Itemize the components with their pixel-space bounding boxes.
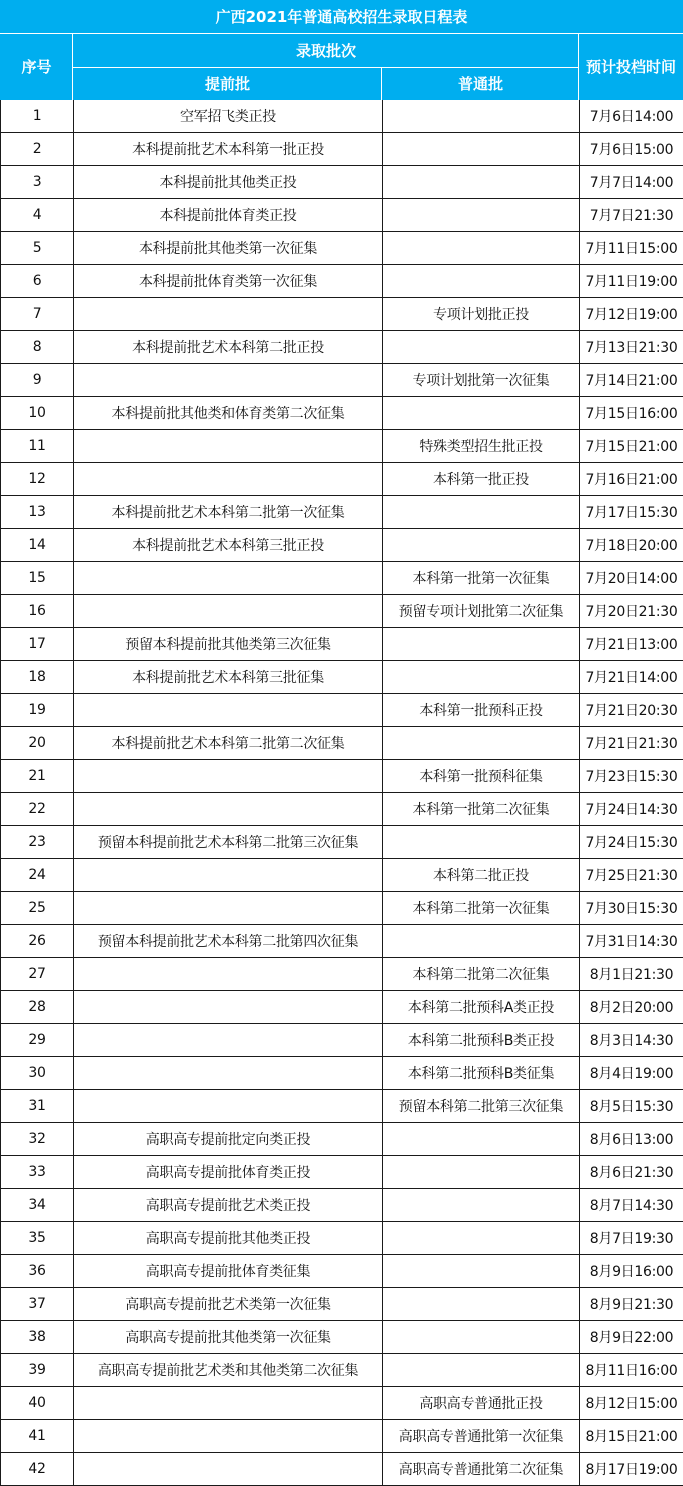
cell-early-batch (74, 562, 383, 595)
cell-time: 8月4日19:00 (580, 1057, 683, 1090)
cell-early-batch (74, 364, 383, 397)
cell-normal-batch (383, 1156, 580, 1189)
table-row (1, 925, 683, 958)
cell-seq: 20 (1, 727, 74, 760)
cell-early-batch: 高职高专提前批艺术类第一次征集 (74, 1288, 383, 1321)
table-row (1, 1057, 683, 1090)
header-batch-group: 录取批次 (295, 41, 356, 60)
cell-normal-batch: 本科第二批正投 (383, 859, 580, 892)
cell-time: 7月14日21:00 (580, 364, 683, 397)
cell-early-batch (74, 892, 383, 925)
cell-early-batch: 高职高专提前批定向类正投 (74, 1123, 383, 1156)
table-row (1, 1024, 683, 1057)
cell-normal-batch: 本科第一批正投 (383, 463, 580, 496)
cell-early-batch (74, 859, 383, 892)
table-row (1, 463, 683, 496)
table-row (1, 892, 683, 925)
cell-seq: 18 (1, 661, 74, 694)
cell-time: 7月11日19:00 (580, 265, 683, 298)
cell-normal-batch: 预留本科第二批第三次征集 (383, 1090, 580, 1123)
header-seq: 序号 (21, 58, 52, 76)
cell-time: 7月17日15:30 (580, 496, 683, 529)
table-row (1, 1090, 683, 1123)
cell-early-batch (74, 760, 383, 793)
cell-normal-batch (383, 1288, 580, 1321)
cell-early-batch: 本科提前批艺术本科第二批正投 (74, 331, 383, 364)
cell-time: 8月17日19:00 (580, 1453, 683, 1486)
cell-seq: 9 (1, 364, 74, 397)
table-row (1, 199, 683, 232)
schedule-table (0, 100, 683, 1486)
header-divider (578, 33, 579, 100)
cell-normal-batch: 特殊类型招生批正投 (383, 430, 580, 463)
cell-seq: 16 (1, 595, 74, 628)
cell-time: 7月15日21:00 (580, 430, 683, 463)
cell-seq: 28 (1, 991, 74, 1024)
cell-normal-batch: 本科第二批预科B类正投 (383, 1024, 580, 1057)
cell-early-batch (74, 958, 383, 991)
table-row (1, 430, 683, 463)
cell-early-batch (74, 1090, 383, 1123)
cell-time: 7月23日15:30 (580, 760, 683, 793)
cell-early-batch (74, 430, 383, 463)
cell-time: 7月13日21:30 (580, 331, 683, 364)
cell-seq: 21 (1, 760, 74, 793)
cell-seq: 5 (1, 232, 74, 265)
cell-normal-batch (383, 1354, 580, 1387)
cell-normal-batch (383, 1123, 580, 1156)
table-row (1, 661, 683, 694)
cell-time: 8月3日14:30 (580, 1024, 683, 1057)
cell-time: 7月21日20:30 (580, 694, 683, 727)
header-divider (0, 33, 683, 34)
cell-normal-batch (383, 331, 580, 364)
table-row (1, 793, 683, 826)
cell-seq: 7 (1, 298, 74, 331)
cell-seq: 11 (1, 430, 74, 463)
table-row (1, 1420, 683, 1453)
cell-normal-batch (383, 1321, 580, 1354)
cell-seq: 40 (1, 1387, 74, 1420)
cell-normal-batch (383, 628, 580, 661)
cell-time: 7月21日14:00 (580, 661, 683, 694)
cell-early-batch: 本科提前批艺术本科第二批第一次征集 (74, 496, 383, 529)
cell-seq: 34 (1, 1189, 74, 1222)
table-row (1, 529, 683, 562)
cell-seq: 31 (1, 1090, 74, 1123)
cell-normal-batch: 本科第一批第一次征集 (383, 562, 580, 595)
table-header (0, 0, 683, 100)
cell-seq: 15 (1, 562, 74, 595)
table-row (1, 232, 683, 265)
cell-time: 7月21日21:30 (580, 727, 683, 760)
cell-normal-batch (383, 199, 580, 232)
cell-early-batch: 高职高专提前批其他类第一次征集 (74, 1321, 383, 1354)
cell-seq: 25 (1, 892, 74, 925)
cell-seq: 38 (1, 1321, 74, 1354)
cell-normal-batch: 本科第二批预科B类征集 (383, 1057, 580, 1090)
cell-seq: 27 (1, 958, 74, 991)
cell-time: 8月15日21:00 (580, 1420, 683, 1453)
cell-time: 8月1日21:30 (580, 958, 683, 991)
cell-normal-batch: 高职高专普通批第一次征集 (383, 1420, 580, 1453)
cell-time: 8月6日13:00 (580, 1123, 683, 1156)
cell-normal-batch (383, 661, 580, 694)
cell-seq: 24 (1, 859, 74, 892)
cell-early-batch: 本科提前批艺术本科第三批正投 (74, 529, 383, 562)
table-row (1, 595, 683, 628)
table-row (1, 331, 683, 364)
cell-time: 7月11日15:00 (580, 232, 683, 265)
table-row (1, 1255, 683, 1288)
cell-normal-batch (383, 166, 580, 199)
table-row (1, 1453, 683, 1486)
table-row (1, 496, 683, 529)
schedule-rows (1, 100, 683, 1486)
cell-time: 7月20日21:30 (580, 595, 683, 628)
cell-time: 7月21日13:00 (580, 628, 683, 661)
cell-time: 8月7日19:30 (580, 1222, 683, 1255)
table-row (1, 166, 683, 199)
cell-time: 7月24日14:30 (580, 793, 683, 826)
cell-time: 7月7日14:00 (580, 166, 683, 199)
header-divider (381, 67, 382, 100)
cell-seq: 41 (1, 1420, 74, 1453)
header-time: 预计投档时间 (585, 58, 676, 76)
cell-time: 7月16日21:00 (580, 463, 683, 496)
cell-time: 8月9日21:30 (580, 1288, 683, 1321)
cell-seq: 1 (1, 100, 74, 133)
cell-normal-batch (383, 826, 580, 859)
header-divider (72, 33, 73, 100)
cell-early-batch: 本科提前批艺术本科第一批正投 (74, 133, 383, 166)
cell-early-batch: 本科提前批艺术本科第三批征集 (74, 661, 383, 694)
cell-normal-batch (383, 529, 580, 562)
table-row (1, 760, 683, 793)
table-row (1, 562, 683, 595)
cell-early-batch: 本科提前批体育类正投 (74, 199, 383, 232)
cell-early-batch (74, 1387, 383, 1420)
cell-seq: 17 (1, 628, 74, 661)
cell-seq: 12 (1, 463, 74, 496)
cell-early-batch (74, 1453, 383, 1486)
cell-normal-batch: 本科第二批预科A类正投 (383, 991, 580, 1024)
cell-time: 8月7日14:30 (580, 1189, 683, 1222)
cell-early-batch (74, 298, 383, 331)
cell-normal-batch: 高职高专普通批正投 (383, 1387, 580, 1420)
cell-seq: 39 (1, 1354, 74, 1387)
cell-seq: 26 (1, 925, 74, 958)
cell-seq: 22 (1, 793, 74, 826)
header-early-batch: 提前批 (204, 75, 250, 93)
cell-time: 8月6日21:30 (580, 1156, 683, 1189)
cell-seq: 8 (1, 331, 74, 364)
cell-early-batch (74, 595, 383, 628)
table-row (1, 991, 683, 1024)
table-row (1, 397, 683, 430)
cell-seq: 19 (1, 694, 74, 727)
cell-normal-batch: 专项计划批第一次征集 (383, 364, 580, 397)
table-row (1, 958, 683, 991)
table-row (1, 628, 683, 661)
table-row (1, 100, 683, 133)
cell-normal-batch (383, 133, 580, 166)
cell-normal-batch: 本科第一批预科正投 (383, 694, 580, 727)
cell-time: 8月5日15:30 (580, 1090, 683, 1123)
cell-early-batch (74, 793, 383, 826)
cell-normal-batch: 本科第二批第一次征集 (383, 892, 580, 925)
cell-early-batch (74, 1024, 383, 1057)
table-row (1, 694, 683, 727)
cell-normal-batch (383, 1189, 580, 1222)
cell-time: 8月11日16:00 (580, 1354, 683, 1387)
cell-early-batch: 高职高专提前批体育类正投 (74, 1156, 383, 1189)
cell-time: 7月12日19:00 (580, 298, 683, 331)
cell-early-batch: 本科提前批其他类正投 (74, 166, 383, 199)
cell-time: 8月9日22:00 (580, 1321, 683, 1354)
table-row (1, 1222, 683, 1255)
cell-early-batch: 本科提前批体育类第一次征集 (74, 265, 383, 298)
cell-early-batch: 高职高专提前批艺术类和其他类第二次征集 (74, 1354, 383, 1387)
cell-time: 7月24日15:30 (580, 826, 683, 859)
cell-time: 7月20日14:00 (580, 562, 683, 595)
cell-time: 7月31日14:30 (580, 925, 683, 958)
cell-seq: 29 (1, 1024, 74, 1057)
cell-seq: 13 (1, 496, 74, 529)
table-row (1, 1156, 683, 1189)
cell-seq: 14 (1, 529, 74, 562)
cell-seq: 42 (1, 1453, 74, 1486)
header-divider (73, 67, 579, 68)
cell-seq: 36 (1, 1255, 74, 1288)
cell-early-batch: 本科提前批其他类和体育类第二次征集 (74, 397, 383, 430)
table-row (1, 133, 683, 166)
table-row (1, 265, 683, 298)
table-row (1, 364, 683, 397)
cell-time: 7月15日16:00 (580, 397, 683, 430)
cell-early-batch (74, 463, 383, 496)
cell-early-batch (74, 694, 383, 727)
cell-normal-batch (383, 265, 580, 298)
cell-seq: 37 (1, 1288, 74, 1321)
cell-early-batch: 高职高专提前批艺术类正投 (74, 1189, 383, 1222)
cell-normal-batch (383, 496, 580, 529)
cell-early-batch (74, 991, 383, 1024)
cell-early-batch: 空军招飞类正投 (74, 100, 383, 133)
cell-early-batch: 高职高专提前批体育类征集 (74, 1255, 383, 1288)
table-row (1, 298, 683, 331)
cell-early-batch: 高职高专提前批其他类正投 (74, 1222, 383, 1255)
cell-normal-batch: 本科第一批第二次征集 (383, 793, 580, 826)
cell-early-batch: 预留本科提前批艺术本科第二批第四次征集 (74, 925, 383, 958)
cell-early-batch: 本科提前批其他类第一次征集 (74, 232, 383, 265)
cell-time: 8月9日16:00 (580, 1255, 683, 1288)
table-row (1, 826, 683, 859)
table-row (1, 1189, 683, 1222)
cell-time: 8月12日15:00 (580, 1387, 683, 1420)
cell-normal-batch (383, 925, 580, 958)
cell-normal-batch (383, 1255, 580, 1288)
cell-normal-batch (383, 727, 580, 760)
cell-seq: 23 (1, 826, 74, 859)
cell-seq: 4 (1, 199, 74, 232)
table-title: 广西2021年普通高校招生录取日程表 (215, 8, 468, 26)
table-row (1, 1321, 683, 1354)
cell-time: 7月25日21:30 (580, 859, 683, 892)
cell-normal-batch: 预留专项计划批第二次征集 (383, 595, 580, 628)
table-row (1, 1387, 683, 1420)
cell-normal-batch: 专项计划批正投 (383, 298, 580, 331)
table-row (1, 1123, 683, 1156)
cell-time: 7月18日20:00 (580, 529, 683, 562)
cell-seq: 35 (1, 1222, 74, 1255)
cell-early-batch: 预留本科提前批艺术本科第二批第三次征集 (74, 826, 383, 859)
cell-normal-batch: 本科第二批第二次征集 (383, 958, 580, 991)
cell-early-batch: 预留本科提前批其他类第三次征集 (74, 628, 383, 661)
cell-time: 7月6日14:00 (580, 100, 683, 133)
cell-normal-batch (383, 100, 580, 133)
cell-normal-batch: 本科第一批预科征集 (383, 760, 580, 793)
table-row (1, 1354, 683, 1387)
table-row (1, 727, 683, 760)
cell-normal-batch (383, 397, 580, 430)
cell-time: 7月7日21:30 (580, 199, 683, 232)
cell-early-batch (74, 1057, 383, 1090)
cell-time: 7月30日15:30 (580, 892, 683, 925)
cell-time: 8月2日20:00 (580, 991, 683, 1024)
cell-normal-batch (383, 1222, 580, 1255)
cell-time: 7月6日15:00 (580, 133, 683, 166)
cell-early-batch: 本科提前批艺术本科第二批第二次征集 (74, 727, 383, 760)
cell-seq: 3 (1, 166, 74, 199)
cell-seq: 10 (1, 397, 74, 430)
cell-seq: 6 (1, 265, 74, 298)
cell-normal-batch (383, 232, 580, 265)
cell-seq: 32 (1, 1123, 74, 1156)
table-row (1, 859, 683, 892)
cell-seq: 30 (1, 1057, 74, 1090)
cell-seq: 33 (1, 1156, 74, 1189)
cell-normal-batch: 高职高专普通批第二次征集 (383, 1453, 580, 1486)
cell-seq: 2 (1, 133, 74, 166)
header-normal-batch: 普通批 (457, 75, 503, 93)
cell-early-batch (74, 1420, 383, 1453)
table-row (1, 1288, 683, 1321)
